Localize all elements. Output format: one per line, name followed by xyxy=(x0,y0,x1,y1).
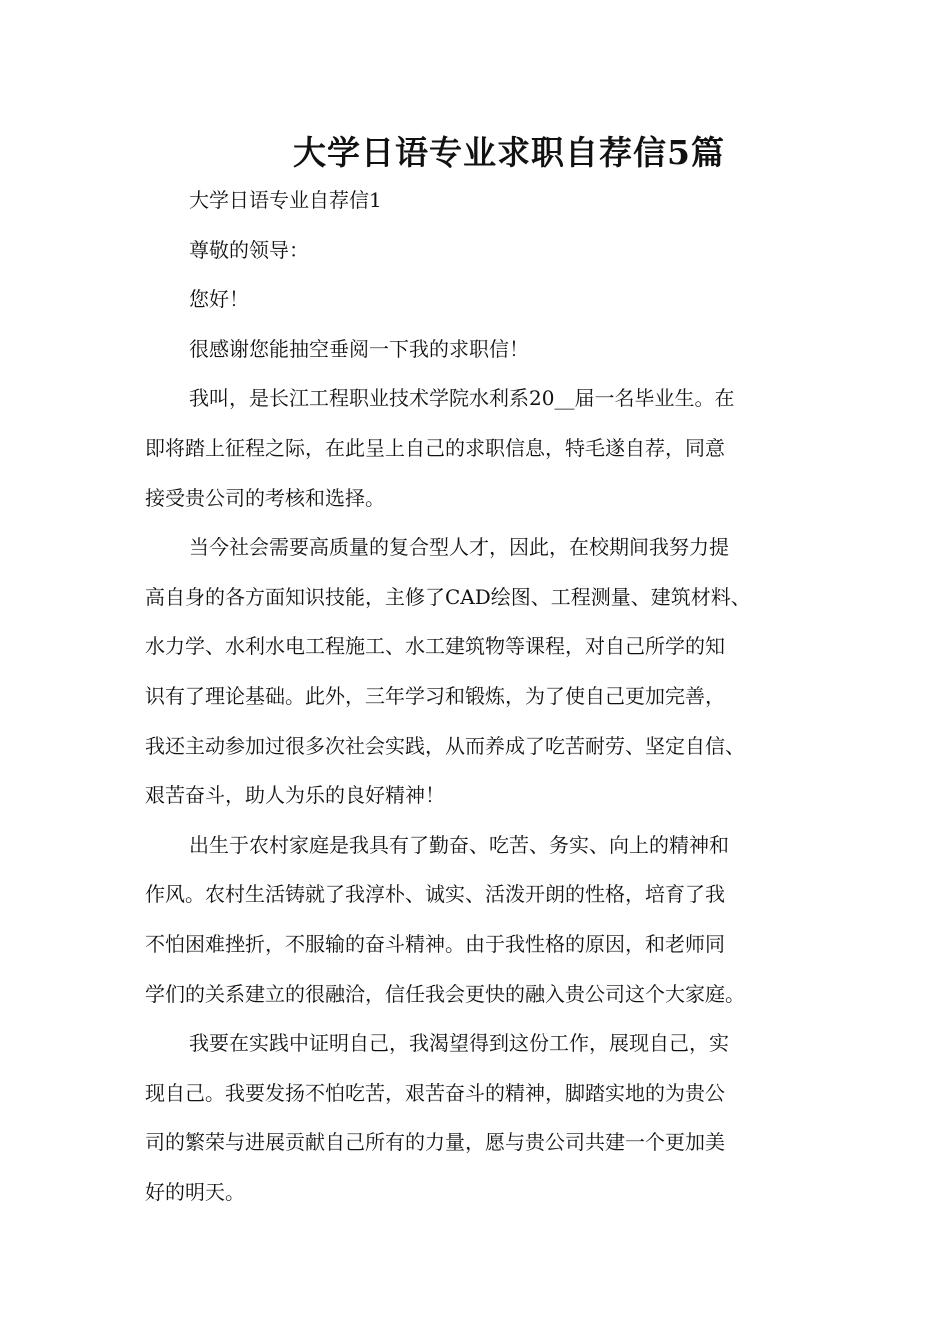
paragraph-line: 识有了理论基础。此外，三年学习和锻炼，为了使自己更加完善， xyxy=(145,683,725,708)
paragraph-line: 我要在实践中证明自己，我渴望得到这份工作，展现自己，实 xyxy=(189,1031,729,1056)
paragraph-heading xyxy=(145,176,825,226)
paragraph-line: 水力学、水利水电工程施工、水工建筑物等课程，对自己所学的知 xyxy=(145,634,725,659)
paragraph-line: 大学日语专业自荐信1 xyxy=(189,188,382,212)
paragraph-closing xyxy=(145,1019,825,1217)
document-body xyxy=(145,176,825,1217)
paragraph-line: 当今社会需要高质量的复合型人才，因此，在校期间我努力提 xyxy=(189,535,729,560)
paragraph-line: 司的繁荣与进展贡献自己所有的力量，愿与贵公司共建一个更加美 xyxy=(145,1130,725,1155)
paragraph-line: 尊敬的领导： xyxy=(189,237,309,262)
paragraph-line: 即将踏上征程之际，在此呈上自己的求职信息，特毛遂自荐，同意 xyxy=(145,435,725,460)
paragraph-line: 我叫，是长江工程职业技术学院水利系20__届一名毕业生。在 xyxy=(189,386,735,411)
paragraph-line: 不怕困难挫折，不服输的奋斗精神。由于我性格的原因，和老师同 xyxy=(145,931,725,956)
paragraph-line: 艰苦奋斗，助人为乐的良好精神！ xyxy=(145,783,445,808)
paragraph-line: 好的明天。 xyxy=(145,1179,245,1204)
paragraph-line: 作风。农村生活铸就了我淳朴、诚实、活泼开朗的性格，培育了我 xyxy=(145,882,725,907)
paragraph-greeting xyxy=(145,275,825,325)
paragraph-thanks xyxy=(145,325,825,375)
paragraph-salutation xyxy=(145,226,825,276)
paragraph-line: 很感谢您能抽空垂阅一下我的求职信！ xyxy=(189,336,529,361)
paragraph-line: 我还主动参加过很多次社会实践，从而养成了吃苦耐劳、坚定自信、 xyxy=(145,733,745,758)
paragraph-line: 学们的关系建立的很融洽，信任我会更快的融入贵公司这个大家庭。 xyxy=(145,981,745,1006)
paragraph-line: 接受贵公司的考核和选择。 xyxy=(145,485,385,510)
paragraph-introduction xyxy=(145,374,825,523)
paragraph-line: 出生于农村家庭是我具有了勤奋、吃苦、务实、向上的精神和 xyxy=(189,832,729,857)
paragraph-line: 您好！ xyxy=(189,287,249,312)
paragraph-background xyxy=(145,821,825,1019)
paragraph-skills xyxy=(145,523,825,821)
paragraph-line: 高自身的各方面知识技能，主修了CAD绘图、工程测量、建筑材料、 xyxy=(145,584,751,609)
paragraph-line: 现自己。我要发扬不怕吃苦，艰苦奋斗的精神，脚踏实地的为贵公 xyxy=(145,1080,725,1105)
document-title: 大学日语专业求职自荐信5篇 xyxy=(293,133,725,172)
